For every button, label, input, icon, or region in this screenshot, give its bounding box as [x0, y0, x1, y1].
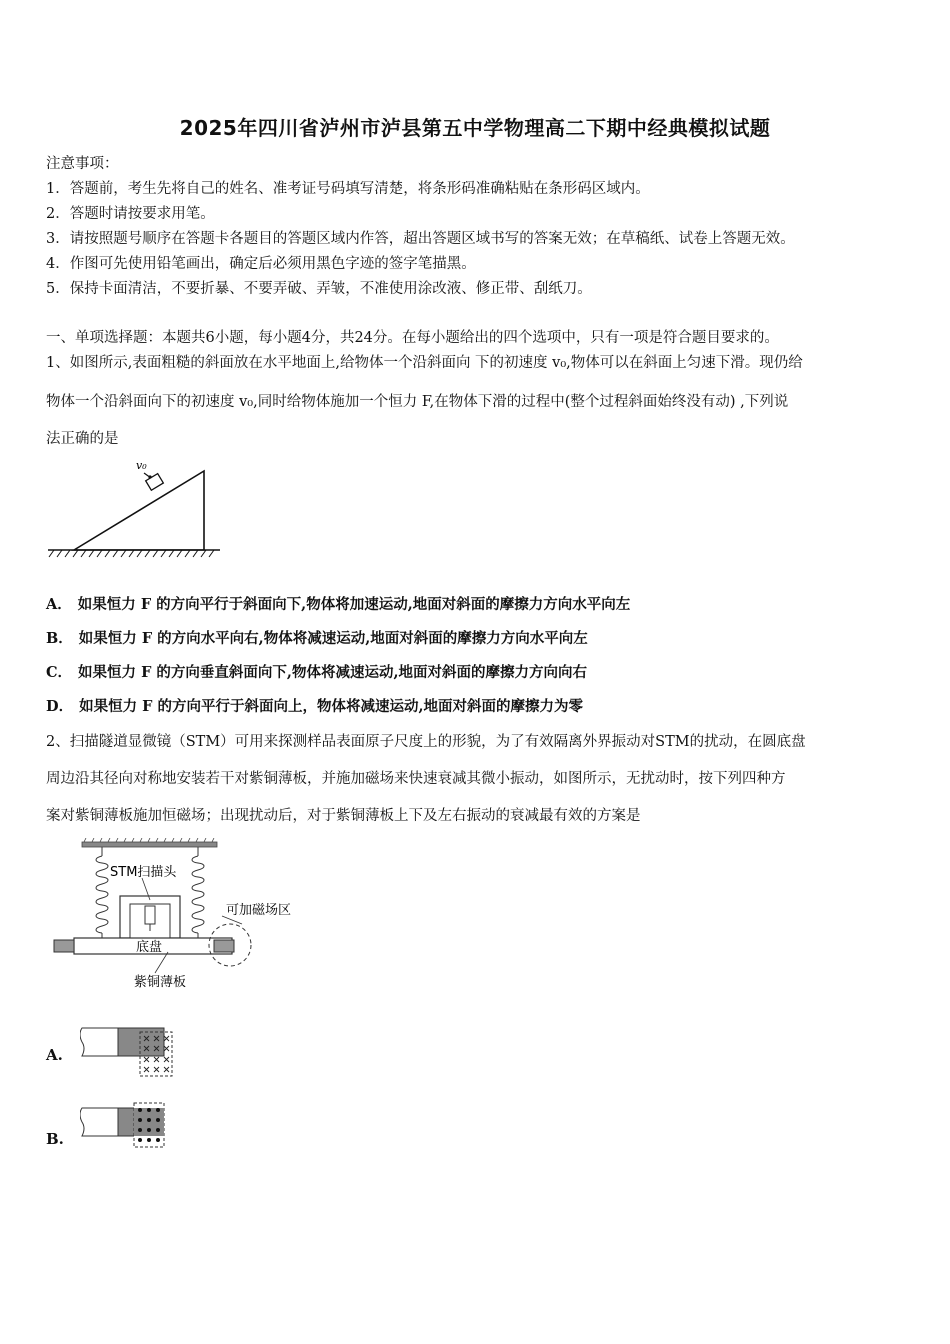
q1-incline-figure [44, 455, 224, 561]
base-label: 底盘 [136, 940, 163, 955]
q2-choice-b-label[interactable]: B. [46, 1130, 64, 1148]
q1-stem-line: 法正确的是 [46, 431, 119, 447]
q2-choice-b-figure [80, 1100, 180, 1152]
left-spring [96, 847, 108, 938]
q2-choice-a-figure [80, 1024, 180, 1080]
plate-stub [80, 1028, 118, 1056]
q1-option-b[interactable]: B． 如果恒力 F 的方向水平向右,物体将减速运动,地面对斜面的摩擦力方向水平向左 [46, 630, 588, 647]
notice-item: 5．保持卡面清洁，不要折暴、不要弄破、弄皱，不准使用涂改液、修正带、刮纸刀。 [46, 281, 592, 297]
notice-item: 1．答题前，考生先将自己的姓名、准考证号码填写清楚，将条形码准确粘贴在条形码区域内。 [46, 181, 650, 197]
left-copper-plate [54, 940, 74, 952]
notice-heading: 注意事项： [46, 156, 119, 172]
q2-choice-a-label[interactable]: A. [46, 1046, 63, 1064]
section-heading: 一、单项选择题：本题共6小题，每小题4分，共24分。在每小题给出的四个选项中，只有一项是符合题目要求的。 [46, 330, 779, 346]
top-support [82, 842, 217, 847]
notice-item: 3．请按照题号顺序在答题卡各题目的答题区域内作答，超出答题区域书写的答案无效；在草稿纸、试卷上答题无效。 [46, 231, 795, 247]
right-spring [192, 847, 204, 938]
exam-title: 2025年四川省泸州市泸县第五中学物理高二下期中经典模拟试题 [179, 116, 771, 140]
q1-option-a[interactable]: A． 如果恒力 F 的方向平行于斜面向下,物体将加速运动,地面对斜面的摩擦力方向水平向左 [46, 596, 631, 613]
q2-stem-line: 2、扫描隧道显微镜（STM）可用来探测样品表面原子尺度上的形貌，为了有效隔离外界振动对STM的扰动，在圆底盘 [46, 734, 806, 750]
stm-label: STM扫描头 [110, 865, 177, 880]
q2-stm-figure [50, 838, 310, 994]
plate-label: 紫铜薄板 [134, 975, 187, 990]
q1-option-c[interactable]: C． 如果恒力 F 的方向垂直斜面向下,物体将减速运动,地面对斜面的摩擦力方向向右 [46, 664, 588, 681]
field-label: 可加磁场区 [226, 903, 292, 918]
right-copper-plate [214, 940, 234, 952]
notice-item: 4．作图可先使用铅笔画出，确定后必须用黑色字迹的签字笔描黑。 [46, 256, 476, 272]
ground-hatch [49, 550, 214, 557]
q1-stem-line: 物体一个沿斜面向下的初速度 v₀,同时给物体施加一个恒力 F,在物体下滑的过程中(整个过程斜面始终没有动) ,下列说 [46, 394, 789, 410]
q2-stem-line: 周边沿其径向对称地安装若干对紫铜薄板，并施加磁场来快速衰减其微小振动，如图所示，无扰动时，按下列四种方 [46, 771, 786, 787]
q2-stem-line: 案对紫铜薄板施加恒磁场；出现扰动后，对于紫铜薄板上下及左右振动的衰减最有效的方案是 [46, 808, 641, 824]
plate-stub [80, 1108, 118, 1136]
v0-label: v₀ [136, 459, 147, 472]
incline-triangle [74, 471, 204, 550]
q1-stem-line: 1、如图所示,表面粗糙的斜面放在水平地面上,给物体一个沿斜面向 下的初速度 v₀,物体可以在斜面上匀速下滑。现仍给 [46, 355, 803, 371]
notice-item: 2．答题时请按要求用笔。 [46, 206, 215, 222]
q1-option-d[interactable]: D． 如果恒力 F 的方向平行于斜面向上，物体将减速运动,地面对斜面的摩擦力为零 [46, 698, 584, 715]
